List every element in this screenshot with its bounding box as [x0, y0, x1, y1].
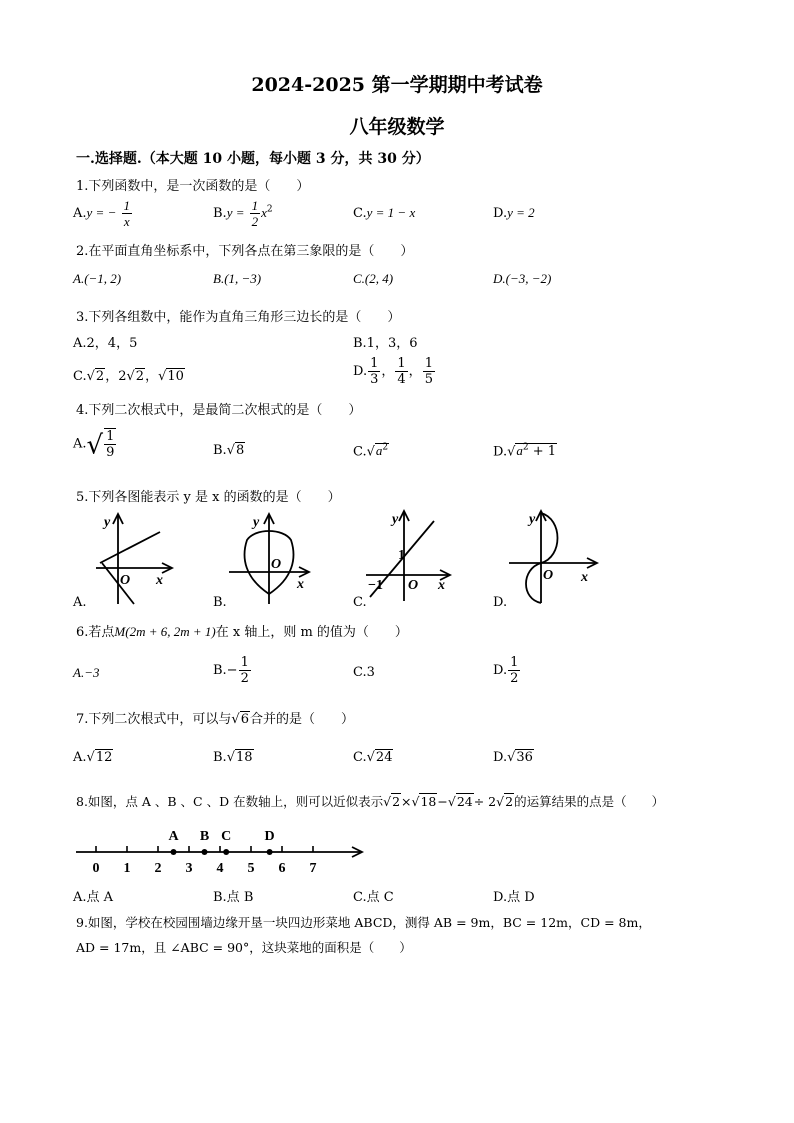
fraction: $\frac{1}{2}$: [240, 655, 249, 686]
svg-text:x: x: [297, 577, 304, 592]
radical: $√a^2$: [366, 443, 389, 460]
q6-option-a[interactable]: A.−3: [73, 665, 100, 680]
origin-label: O: [120, 573, 131, 588]
svg-text:O: O: [408, 578, 419, 593]
q5-graph-b: [225, 508, 315, 608]
svg-text:O: O: [543, 568, 554, 583]
exam-title: 2024-2025 第一学期期中考试卷: [251, 74, 543, 96]
q2-option-a[interactable]: A.(−1, 2): [73, 271, 122, 286]
svg-text:y: y: [253, 515, 260, 530]
exam-subtitle: 八年级数学: [349, 116, 445, 138]
svg-text:1: 1: [398, 548, 405, 563]
q8-option-a[interactable]: A.点 A: [73, 890, 114, 905]
q5-option-a[interactable]: A.: [73, 595, 87, 610]
q2-option-b[interactable]: B.(1, −3): [213, 271, 262, 286]
number-line-point-label: B: [199, 829, 210, 844]
q3-option-b[interactable]: B.1，3，6: [353, 336, 418, 351]
q1-option-c[interactable]: C.y = 1 − x: [353, 205, 416, 221]
q8-option-d[interactable]: D.点 D: [493, 890, 535, 905]
q1-option-a[interactable]: A.y = − $\frac{1}{x}$: [73, 198, 130, 229]
svg-text:x: x: [581, 570, 588, 585]
question-9-line2: AD = 17m，且 ∠ABC = 90°，这块菜地的面积是（ ）: [76, 940, 412, 955]
question-8-stem: 8.如图，点 A 、B 、C 、D 在数轴上，则可以近似表示√2×√18−√24÷ 2√2的运算结果的点是（ ）: [76, 794, 665, 809]
number-line-tick-label: 1: [123, 861, 131, 876]
radical: √8: [226, 443, 245, 458]
svg-text:y: y: [529, 512, 536, 527]
q5-graph-a: [90, 508, 180, 608]
q2-option-c[interactable]: C.(2, 4): [353, 271, 394, 286]
question-3-stem: 3.下列各组数中，能作为直角三角形三边长的是（ ）: [76, 310, 401, 325]
fraction: $\frac{1}{3}$: [370, 356, 379, 387]
number-line-point: [171, 849, 177, 855]
q4-option-c[interactable]: $C.√a^2$: [353, 443, 389, 460]
svg-text:−1: −1: [368, 578, 383, 593]
number-line-point: [223, 849, 229, 855]
radical: √36: [507, 750, 533, 765]
svg-text:O: O: [271, 557, 282, 572]
number-line-tick-label: 6: [278, 861, 286, 876]
radical: $√a^2 + 1$: [507, 443, 557, 460]
svg-text:x: x: [438, 578, 445, 593]
section-heading: 一.选择题.（本大题 10 小题，每小题 3 分，共 30 分）: [76, 151, 430, 167]
question-6-stem: 6.若点M(2m + 6, 2m + 1)在 x 轴上，则 m 的值为（ ）: [76, 624, 408, 640]
fraction: $\frac{1}{4}$: [397, 356, 406, 387]
radical: √6: [231, 712, 249, 727]
q3-option-c[interactable]: C.√2，2√2，√10: [73, 369, 184, 384]
q5-option-b[interactable]: B.: [213, 595, 227, 610]
number-line-point: [267, 849, 273, 855]
q1-option-b[interactable]: B.y = $\frac{1}{2}$ $x^2$: [213, 198, 273, 229]
axis-x-label: x: [156, 573, 163, 588]
number-line-tick-label: 0: [92, 861, 100, 876]
radical: √18: [226, 750, 253, 765]
radical: √2: [126, 369, 145, 384]
q4-option-d[interactable]: $D.√a^2 + 1$: [493, 443, 557, 460]
axis-y-label: y: [104, 515, 111, 530]
q5-graph-d: [505, 505, 605, 605]
number-line-point-label: D: [264, 829, 275, 844]
q5-option-d[interactable]: D.: [493, 595, 508, 610]
number-line-tick-label: 4: [216, 861, 224, 876]
question-9-line1: 9.如图，学校在校园围墙边缘开垦一块四边形菜地 ABCD，测得 AB = 9m，BC = 12m，CD = 8m，: [76, 915, 651, 930]
radical-sign: √: [86, 430, 104, 461]
q3-option-d[interactable]: D. $\frac{1}{3}$ ， $\frac{1}{4}$ ， $\frac{1}{5}$: [353, 356, 433, 387]
q4-option-a[interactable]: A.√ $\frac{1}{9}$: [73, 429, 115, 461]
question-7-stem: 7.下列二次根式中，可以与√6合并的是（ ）: [76, 712, 354, 727]
q8-option-c[interactable]: C.点 C: [353, 890, 394, 905]
fraction: $\frac{1}{x}$: [123, 198, 130, 229]
number-line-point-label: C: [221, 829, 232, 844]
q7-option-b[interactable]: B.√18: [213, 750, 253, 765]
svg-text:y: y: [392, 512, 399, 527]
fraction: $\frac{1}{5}$: [424, 356, 433, 387]
question-5-stem: 5.下列各图能表示 y 是 x 的函数的是（ ）: [76, 490, 341, 505]
fraction: $\frac{1}{2}$: [510, 655, 519, 686]
radical: √12: [86, 750, 113, 765]
number-line-point: [202, 849, 208, 855]
number-line-tick-label: 3: [185, 861, 193, 876]
radical: √24: [366, 750, 393, 765]
fraction: $\frac{1}{2}$: [251, 198, 259, 229]
q4-option-b[interactable]: B.√8: [213, 443, 245, 458]
q5-graph-c: [362, 505, 457, 605]
fraction: $\frac{1}{9}$: [106, 429, 115, 460]
q7-option-c[interactable]: C.√24: [353, 750, 393, 765]
question-2-stem: 2.在平面直角坐标系中，下列各点在第三象限的是（ ）: [76, 244, 414, 259]
q3-option-a[interactable]: A.2，4，5: [73, 336, 138, 351]
number-line-tick-label: 7: [309, 861, 317, 876]
question-4-stem: 4.下列二次根式中，是最简二次根式的是（ ）: [76, 403, 362, 418]
radical: √2: [86, 369, 105, 384]
q8-option-b[interactable]: B.点 B: [213, 890, 254, 905]
q7-option-d[interactable]: D.√36: [493, 750, 533, 765]
q2-option-d[interactable]: D.(−3, −2): [493, 271, 552, 286]
q6-option-b[interactable]: B.− $\frac{1}{2}$: [213, 655, 249, 686]
q6-option-c[interactable]: C.3: [353, 665, 375, 680]
radical: √10: [158, 369, 184, 384]
question-1-stem: 1.下列函数中，是一次函数的是（ ）: [76, 179, 310, 194]
number-line-point-label: A: [168, 829, 179, 844]
q8-number-line: [74, 822, 374, 882]
number-line-tick-label: 5: [247, 861, 255, 876]
q6-option-d[interactable]: D. $\frac{1}{2}$: [493, 655, 519, 686]
q7-option-a[interactable]: A.√12: [73, 750, 113, 765]
number-line-tick-label: 2: [154, 861, 162, 876]
q5-option-c[interactable]: C.: [353, 595, 367, 610]
q1-option-d[interactable]: D.y = 2: [493, 205, 535, 221]
